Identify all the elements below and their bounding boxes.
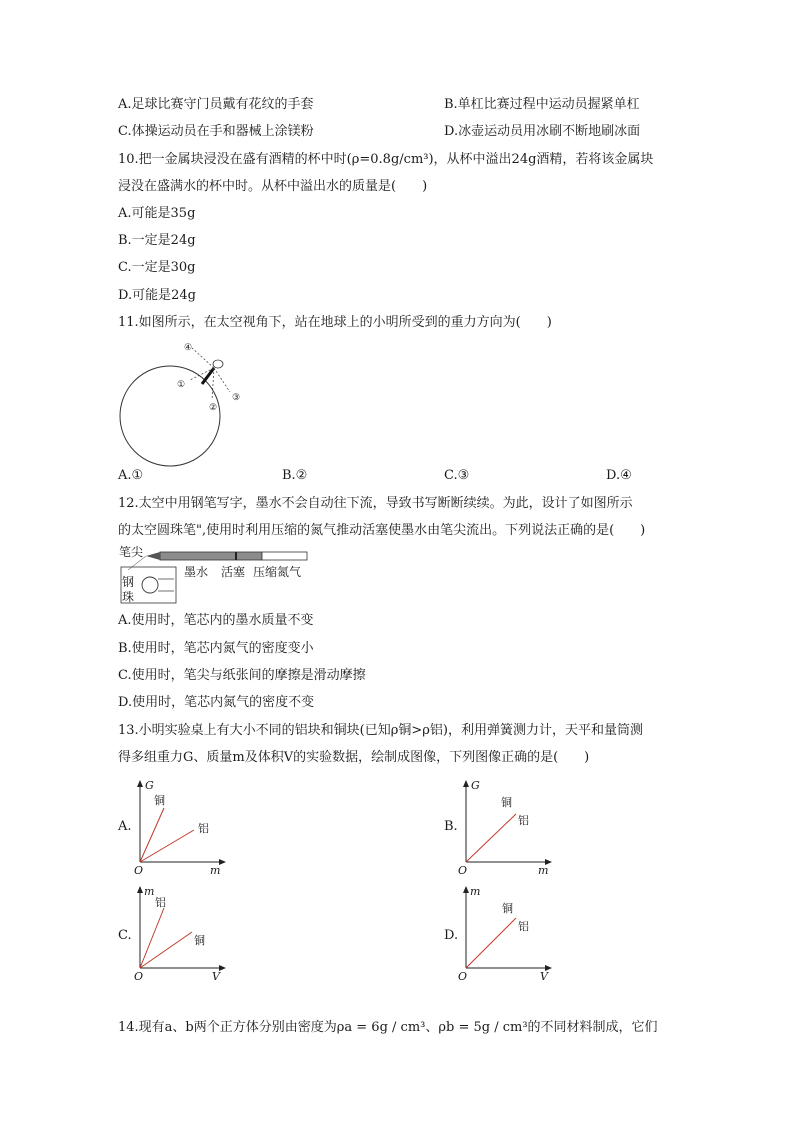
- lower-label: 铜: [194, 934, 205, 947]
- q9-option-a: A.足球比赛守门员戴有花纹的手套: [118, 97, 314, 112]
- y-label: m: [144, 885, 155, 898]
- label-4: ④: [184, 343, 193, 353]
- ink-section: [160, 552, 262, 560]
- graph-c: [130, 884, 240, 984]
- q11-option-a: A.①: [118, 468, 144, 483]
- q11-option-c: C.③: [444, 468, 470, 483]
- arrow-3: [214, 368, 230, 392]
- origin-label: O: [134, 970, 144, 983]
- q12-stem-line1: 12.太空中用钢笔写字，墨水不会自动往下流，导致书写断断续续。为此，设计了如图所示: [118, 496, 633, 511]
- line-shared: [466, 918, 516, 968]
- q11-stem: 11.如图所示，在太空视角下，站在地球上的小明所受到的重力方向为( ): [118, 315, 552, 330]
- steel-ball: [142, 577, 158, 593]
- line-lower: [140, 830, 194, 862]
- q9-option-d: D.冰壶运动员用冰刷不断地刷冰面: [444, 124, 641, 139]
- label-3: ③: [232, 393, 241, 403]
- q13-stem-line2: 得多组重力G、质量m及体积V的实验数据，绘制成图像，下列图像正确的是( ): [118, 750, 590, 765]
- q9-option-c: C.体操运动员在手和器械上涂镁粉: [118, 124, 314, 139]
- y-axis-arrow: [463, 886, 469, 893]
- graph-a-option: A.: [118, 819, 132, 834]
- q12-option-b: B.使用时，笔芯内氮气的密度变小: [118, 641, 314, 656]
- pen-tip: [146, 552, 160, 560]
- upper-label: 铜: [502, 902, 513, 915]
- q12-stem-line2: 的太空圆珠笔",使用时利用压缩的氮气推动活塞使墨水由笔尖流出。下列说法正确的是( ): [118, 523, 646, 538]
- q12-option-d: D.使用时，笔芯内氮气的密度不变: [118, 695, 315, 710]
- q14-stem-line1: 14.现有a、b两个正方体分别由密度为ρa = 6g / cm³、ρb = 5g / cm³的不同材料制成，它们: [118, 1020, 658, 1035]
- q10-option-d: D.可能是24g: [118, 288, 196, 303]
- q11-option-d: D.④: [606, 468, 632, 483]
- y-axis-arrow: [137, 886, 143, 893]
- lower-label: 铝: [198, 822, 209, 835]
- q11-earth-figure: [110, 336, 250, 466]
- label-ball-1: 钢: [122, 575, 135, 589]
- x-label: m: [538, 864, 549, 877]
- upper-label: 铝: [155, 896, 166, 909]
- origin-label: O: [134, 864, 144, 877]
- q12-pen-figure: [118, 545, 318, 605]
- x-axis-arrow: [219, 965, 226, 971]
- x-label: m: [210, 864, 221, 877]
- line-shared: [466, 814, 516, 862]
- y-label: G: [145, 779, 154, 792]
- origin-label: O: [458, 970, 468, 983]
- gas-section: [262, 552, 307, 560]
- y-label: m: [470, 885, 481, 898]
- q10-option-a: A.可能是35g: [118, 206, 196, 221]
- label-2: ②: [209, 403, 218, 413]
- q12-option-a: A.使用时，笔芯内的墨水质量不变: [118, 613, 314, 628]
- person-body: [202, 368, 214, 384]
- arrow-2: [212, 368, 214, 400]
- person-head: [213, 360, 223, 368]
- upper-label: 铜: [501, 796, 512, 809]
- y-axis-arrow: [463, 780, 469, 787]
- label-1: ①: [177, 380, 186, 390]
- arrow-4: [192, 348, 214, 368]
- q10-option-b: B.一定是24g: [118, 233, 196, 248]
- q10-stem-line2: 浸没在盛满水的杯中时。从杯中溢出水的质量是( ): [118, 179, 428, 194]
- graph-c-option: C.: [118, 928, 132, 943]
- label-ink: 墨水: [184, 565, 209, 579]
- graph-b-option: B.: [444, 819, 458, 834]
- lower-label: 铝: [518, 814, 529, 827]
- line-upper: [140, 908, 164, 968]
- label-gas: 压缩氮气: [253, 565, 302, 579]
- upper-label: 铜: [154, 794, 165, 807]
- q13-stem-line1: 13.小明实验桌上有大小不同的铝块和铜块(已知ρ铜>ρ铝)，利用弹簧测力计，天平和量筒测: [118, 723, 643, 738]
- x-label: V: [540, 970, 548, 983]
- y-label: G: [471, 779, 480, 792]
- label-ball-2: 珠: [122, 590, 135, 604]
- q11-option-b: B.②: [282, 468, 308, 483]
- x-label: V: [212, 970, 220, 983]
- lower-label: 铝: [518, 920, 529, 933]
- graph-b: [456, 778, 566, 878]
- q12-option-c: C.使用时，笔尖与纸张间的摩擦是滑动摩擦: [118, 668, 366, 683]
- graph-a: [130, 778, 240, 878]
- line-upper: [140, 808, 164, 862]
- q9-option-b: B.单杠比赛过程中运动员握紧单杠: [444, 97, 640, 112]
- line-lower: [140, 932, 192, 968]
- q10-stem-line1: 10.把一金属块浸没在盛有酒精的杯中时(ρ=0.8g/cm³)，从杯中溢出24g酒精，若将该金属块: [118, 152, 654, 167]
- y-axis-arrow: [137, 780, 143, 787]
- label-tip: 笔尖: [119, 545, 144, 559]
- q10-option-c: C.一定是30g: [118, 260, 196, 275]
- graph-d: [456, 884, 566, 984]
- label-piston: 活塞: [221, 565, 246, 579]
- graph-d-option: D.: [444, 928, 459, 943]
- origin-label: O: [458, 864, 468, 877]
